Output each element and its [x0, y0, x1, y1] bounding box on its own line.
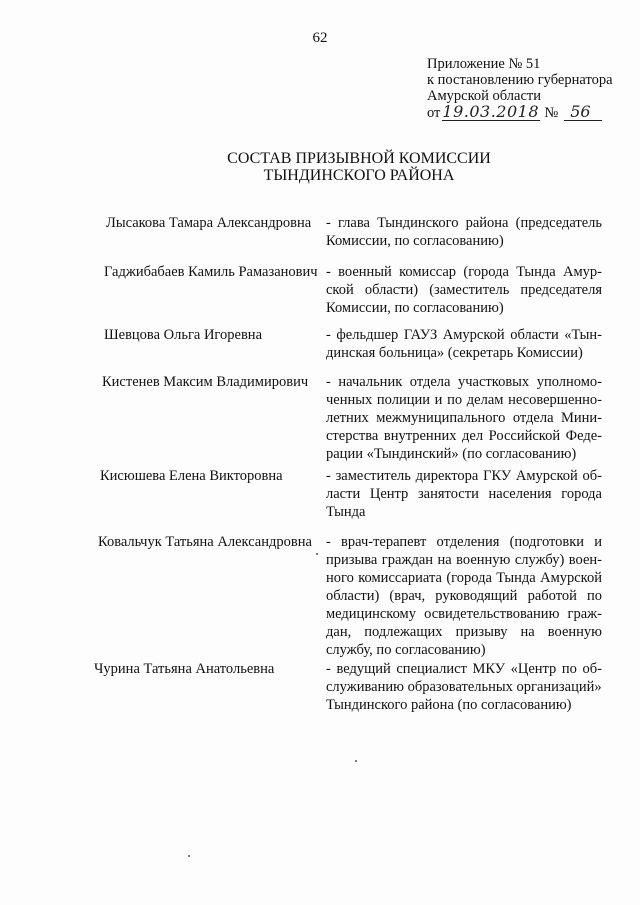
page-number: 62 — [312, 30, 328, 46]
member-role — [326, 660, 602, 714]
member-role — [326, 533, 602, 659]
date-prefix: от — [427, 105, 441, 121]
role-line: области) (врач, руководящий работой по — [326, 588, 602, 604]
role-line: - ведущий специалист МКУ «Центр по об- — [326, 661, 602, 677]
scan-speck — [355, 760, 357, 762]
member-role — [326, 326, 602, 362]
member-name: Лысакова Тамара Александровна — [106, 215, 312, 231]
scan-speck — [316, 553, 318, 555]
member-name: Шевцова Ольга Игоревна — [104, 327, 262, 343]
role-line: Комиссии, по согласованию) — [326, 300, 504, 316]
member-name: Кистенев Максим Владимирович — [102, 374, 309, 390]
role-line: - глава Тындинского района (председатель — [326, 215, 602, 231]
member-role — [326, 263, 602, 317]
role-line: - заместитель директора ГКУ Амурской об- — [326, 468, 602, 484]
member-name: Кисюшева Елена Викторовна — [100, 468, 283, 484]
role-line: призыва граждан на военную службу) воен- — [326, 552, 602, 568]
role-line: стерства внутренних дел Российской Феде- — [326, 428, 602, 444]
role-line: - фельдшер ГАУЗ Амурской области «Тын- — [326, 327, 602, 343]
appendix-title: Приложение № 51 — [427, 56, 541, 72]
appendix-region-line: Амурской области — [427, 88, 541, 104]
role-line: Комиссии, по согласованию) — [326, 233, 504, 249]
role-line: служиванию образовательных организаций» — [326, 679, 602, 695]
role-line: медицинскому освидетельствованию граж- — [326, 606, 602, 622]
appendix-date-line — [427, 104, 627, 121]
role-line: динская больница» (секретарь Комиссии) — [326, 345, 583, 361]
role-line: рации «Тындинский» (по согласованию) — [326, 446, 577, 462]
role-line: - начальник отдела участковых уполномо- — [326, 374, 602, 390]
member-name: Ковальчук Татьяна Александровна — [98, 534, 312, 550]
role-line: Тындинского района (по согласованию) — [326, 697, 572, 713]
scan-speck — [188, 855, 190, 857]
role-line: летних межмуниципального отдела Мини- — [326, 410, 602, 426]
handwritten-number: 56 — [564, 104, 602, 121]
role-line: ласти Центр занятости населения города — [326, 486, 602, 502]
number-label: № — [544, 105, 559, 121]
role-line: ного комиссариата (города Тында Амурской — [326, 570, 602, 586]
title-line-2: ТЫНДИНСКОГО РАЙОНА — [263, 167, 455, 184]
member-role — [326, 214, 602, 250]
role-line: дан, подлежащих призыву на военную — [326, 624, 602, 640]
document-title — [0, 150, 640, 184]
role-line: - военный комиссар (города Тында Амур- — [326, 264, 602, 280]
role-line: службу, по согласованию) — [326, 642, 486, 658]
member-role — [326, 467, 602, 521]
member-role — [326, 373, 602, 463]
role-line: ской области) (заместитель председателя — [326, 282, 602, 298]
handwritten-date: 19.03.2018 — [442, 102, 540, 121]
member-name: Гаджибабаев Камиль Рамазанович — [104, 264, 318, 280]
role-line: Тында — [326, 504, 366, 520]
appendix-header — [427, 56, 627, 121]
appendix-decree-line: к постановлению губернатора — [427, 72, 613, 88]
role-line: ченных полиции и по делам несовершенно- — [326, 392, 602, 408]
title-line-1: СОСТАВ ПРИЗЫВНОЙ КОМИССИИ — [227, 150, 491, 167]
role-line: - врач-терапевт отделения (подготовки и — [326, 534, 602, 550]
member-name: Чурина Татьяна Анатольевна — [94, 661, 275, 677]
